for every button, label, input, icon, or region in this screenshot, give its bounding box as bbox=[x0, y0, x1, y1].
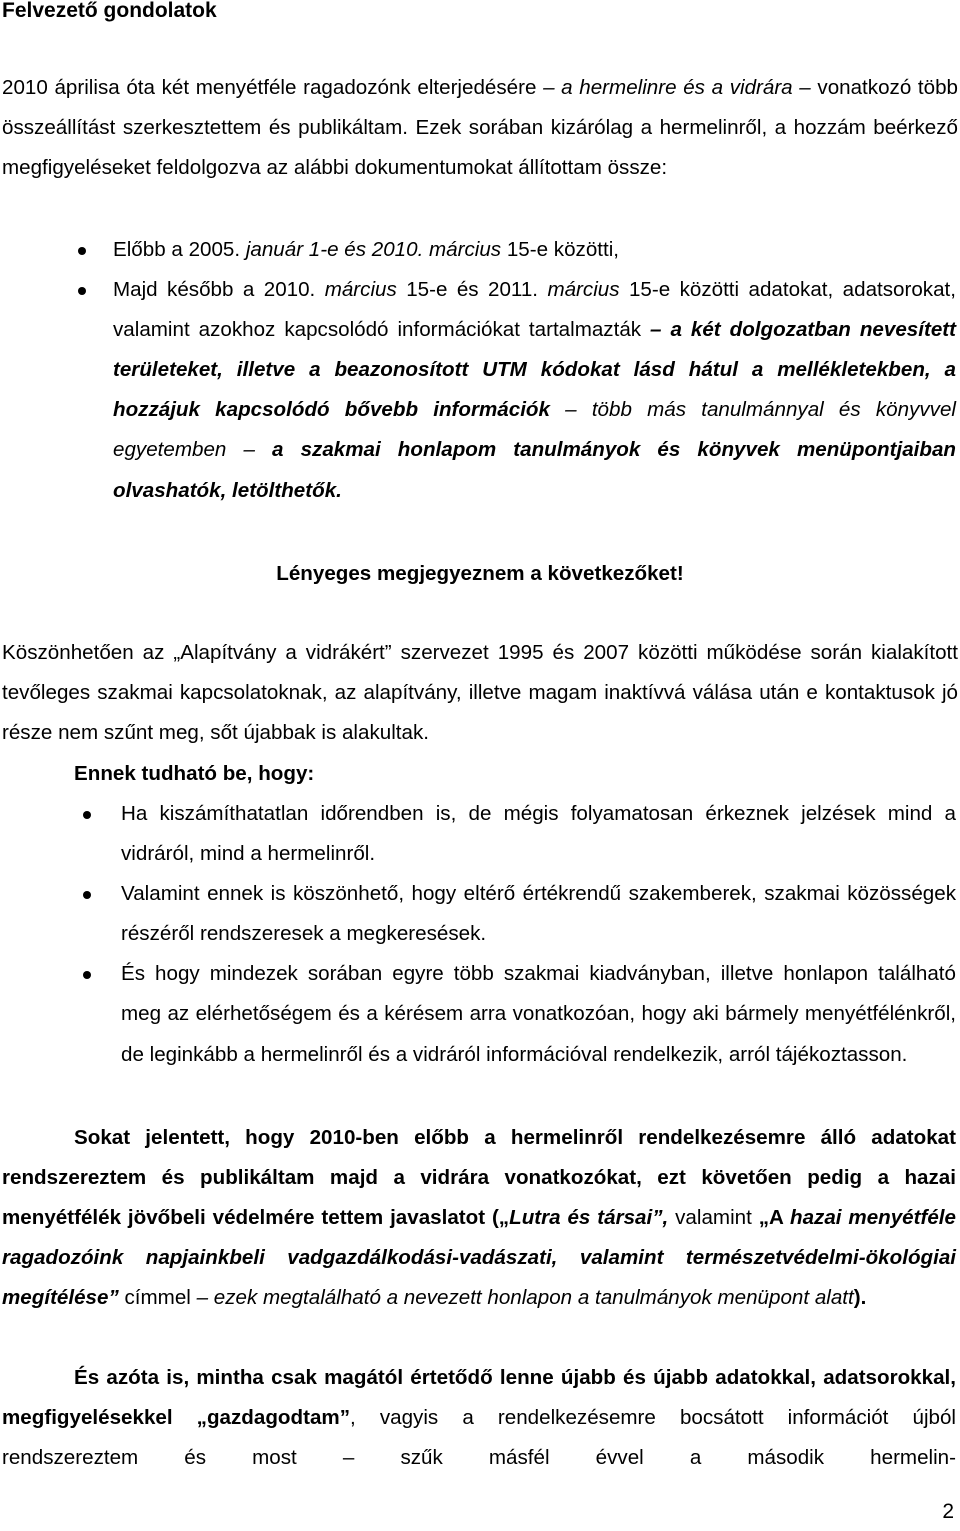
list-text-italic: március bbox=[547, 278, 620, 302]
list-text: 15-e és 2011. bbox=[396, 278, 548, 302]
bullet-icon bbox=[78, 287, 86, 295]
bullet-icon bbox=[83, 811, 91, 819]
paragraph-text-bold: ). bbox=[853, 1286, 867, 1310]
list-text-italic: március bbox=[324, 278, 397, 302]
page-number: 2 bbox=[942, 1500, 954, 1523]
paragraph-text-bold-italic: ”, bbox=[652, 1206, 669, 1230]
list-text-italic: január 1-e és 2010. március bbox=[245, 238, 502, 261]
list-text: 15-e közötti, bbox=[501, 238, 620, 261]
paragraph-text-bold-italic: Lutra és társai bbox=[509, 1206, 653, 1230]
bullet-icon bbox=[78, 247, 86, 255]
paragraph-text-italic: – ezek megtalálható a nevezett honlapon a tanulmányok menüpont alatt bbox=[196, 1286, 854, 1310]
list-text: 15-e közötti adatokat, adatsorokat, valamint azokhoz kapcsolódó információkat tartalmazták bbox=[113, 278, 956, 342]
body-paragraph: Köszönhetően az „Alapítvány a vidrákért” szervezet 1995 és 2007 közötti működése során kialakított tevőleges szakmai kapcsolatoknak, az alapítvány, illetve magam inaktívvá válása után e kontaktusok jó része nem szűnt meg, sőt újabbak is alakultak. bbox=[2, 641, 958, 745]
list-item bbox=[0, 874, 956, 954]
bullet-icon bbox=[83, 891, 91, 899]
paragraph-text-bold-italic: hazai menyétféle ragadozóink napjainkbeli vadgazdálkodási-vadászati, valamint természetvédelmi-ökológiai megítélése bbox=[2, 1206, 956, 1310]
list-item bbox=[0, 270, 956, 511]
subheading: Ennek tudható be, hogy: bbox=[74, 762, 315, 785]
intro-text-2: – a hermelinre és a vidrára – bbox=[543, 76, 811, 99]
body-paragraph bbox=[2, 1118, 956, 1318]
list-text: Majd később a 2010. bbox=[113, 278, 325, 302]
paragraph-text: címmel bbox=[118, 1286, 197, 1310]
list-text-bold-italic: a szakmai honlapom tanulmányok és könyvek menüpontjaiban olvashatók, letölthetők. bbox=[113, 438, 956, 502]
list-text: Valamint ennek is köszönhető, hogy eltérő értékrendű szakemberek, szakmai közösségek részéről rendszeresek a megkeresések. bbox=[121, 882, 956, 946]
notice-heading: Lényeges megjegyeznem a következőket! bbox=[276, 562, 684, 585]
list-text-italic: – több más tanulmánnyal és könyvvel egyetemben – bbox=[113, 398, 957, 462]
list-text-bold-italic: – a két dolgozatban nevesített területeket, illetve a beazonosított UTM kódokat lásd hátul a mellékletekben, a hozzájuk kapcsolódó bővebb információk bbox=[113, 318, 956, 422]
paragraph-text-bold-italic: ” bbox=[108, 1286, 119, 1310]
paragraph-text: , vagyis a rendelkezésemre bocsátott információt újból rendszereztem és most – szűk másfél évvel a második hermelin- bbox=[2, 1406, 956, 1470]
list-text: Ha kiszámíthatatlan időrendben is, de mégis folyamatosan érkeznek jelzések mind a vidráról, mind a hermelinről. bbox=[121, 802, 956, 866]
list-item bbox=[0, 230, 956, 270]
intro-text-1: 2010 áprilisa óta két menyétféle ragadozónk elterjedésére bbox=[2, 76, 544, 99]
paragraph-text-bold: „A bbox=[758, 1206, 790, 1230]
paragraph-text-bold: Sokat jelentett, hogy 2010-ben előbb a hermelinről rendelkezésemre álló adatokat rendszereztem és publikáltam majd a vidrára vonatkozókat, ezt követően pedig a hazai menyétfélék jövőbeli védelmére tettem javaslatot („ bbox=[2, 1126, 956, 1230]
document-list-1 bbox=[0, 230, 956, 511]
intro-text-3: vonatkozó több összeállítást szerkesztettem és publikáltam. Ezek sorában kizárólag a hermelinről, a hozzám beérkező megfigyeléseket feldolgozva az alábbi dokumentumokat állítottam össze: bbox=[2, 76, 958, 180]
list-text: Előbb a 2005. bbox=[113, 238, 246, 261]
bullet-icon bbox=[83, 971, 91, 979]
list-text: És hogy mindezek sorában egyre több szakmai kiadványban, illetve honlapon található meg az elérhetőségem és a kérésem arra vonatkozóan, hogy aki bármely menyétfélénkről, de leginkább a hermelinről és a vidráról információval rendelkezik, arról tájékoztasson. bbox=[121, 962, 956, 1066]
list-item bbox=[0, 794, 956, 874]
intro-paragraph bbox=[2, 68, 958, 188]
section-heading: Felvezető gondolatok bbox=[2, 0, 217, 22]
paragraph-text-bold: És azóta is, mintha csak magától értetődő lenne újabb és újabb adatokkal, adatsorokkal, megfigyelésekkel „gazdagodtam” bbox=[2, 1366, 956, 1430]
document-list-2 bbox=[0, 794, 956, 1075]
body-paragraph bbox=[2, 1358, 956, 1478]
paragraph-text: valamint bbox=[668, 1206, 759, 1230]
list-item bbox=[0, 954, 956, 1074]
